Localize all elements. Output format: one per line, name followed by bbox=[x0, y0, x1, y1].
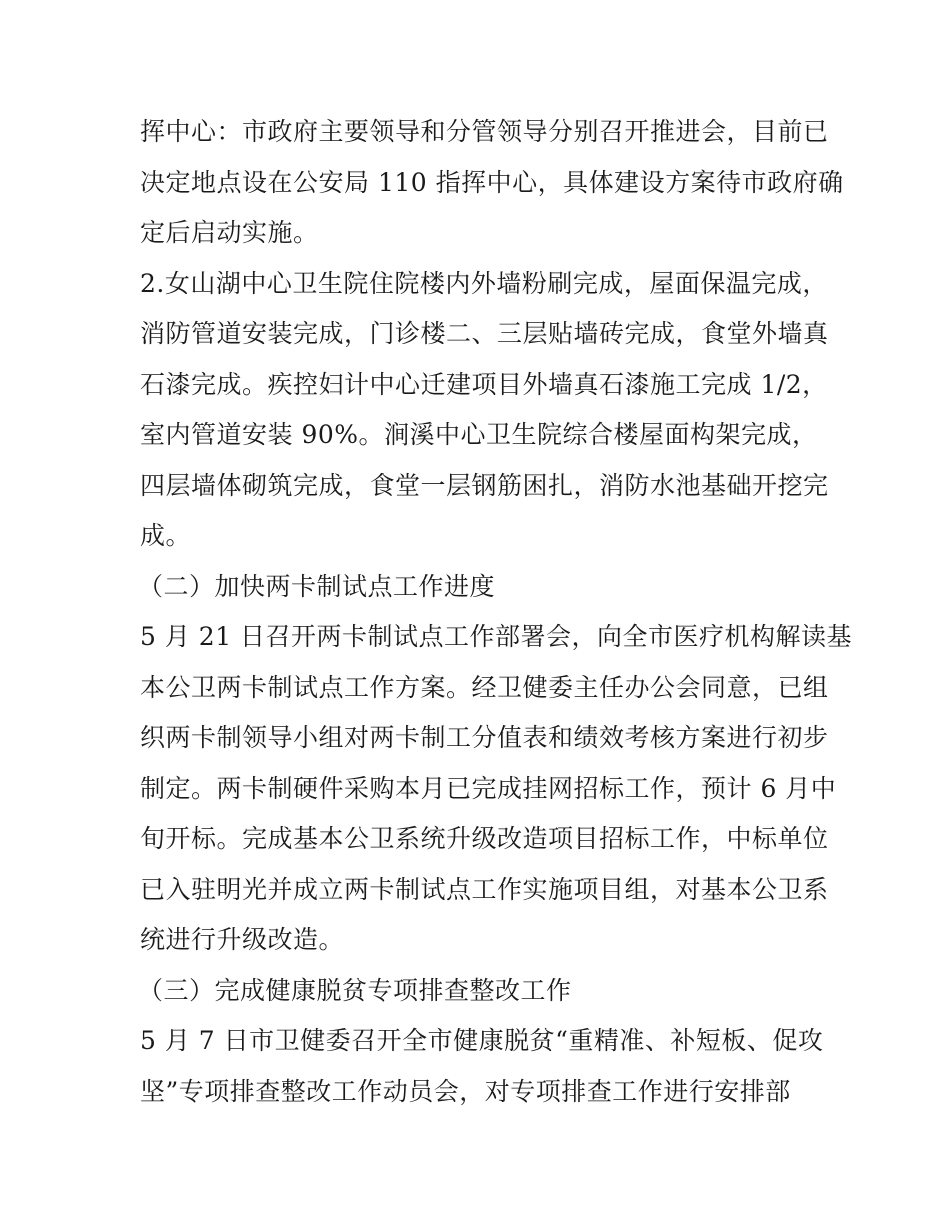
text-line: 制定。两卡制硬件采购本月已完成挂网招标工作，预计 6 月中 bbox=[140, 773, 837, 803]
body-paragraph bbox=[140, 1016, 824, 1117]
text-line: 石漆完成。疾控妇计中心迁建项目外墙真石漆施工完成 1/2， bbox=[140, 369, 828, 399]
text-line: 旬开标。完成基本公卫系统升级改造项目招标工作，中标单位 bbox=[140, 824, 829, 853]
section-heading bbox=[140, 562, 820, 613]
text-line: 室内管道安装 90%。涧溪中心卫生院综合楼屋面构架完成， bbox=[140, 420, 818, 449]
text-line: 定后启动实施。 bbox=[140, 218, 319, 247]
body-paragraph bbox=[140, 107, 844, 259]
text-line: 四层墙体砌筑完成，食堂一层钢筋困扎，消防水池基础开挖完 bbox=[140, 470, 829, 500]
text-line: 消防管道安装完成，门诊楼二、三层贴墙砖完成，食堂外墙真 bbox=[140, 319, 829, 348]
text-line: 2.女山湖中心卫生院住院楼内外墙粉刷完成，屋面保温完成， bbox=[140, 268, 828, 298]
text-line: 5 月 7 日市卫健委召开全市健康脱贫“重精准、补短板、促攻 bbox=[140, 1026, 824, 1055]
section-heading bbox=[140, 966, 820, 1017]
text-line: 统进行升级改造。 bbox=[140, 925, 345, 954]
document-page bbox=[138, 107, 853, 1117]
text-line: 坚”专项排查整改工作动员会，对专项排查工作进行安排部 bbox=[140, 1076, 791, 1106]
text-line: （二）加快两卡制试点工作进度 bbox=[138, 571, 496, 601]
body-paragraph bbox=[140, 259, 829, 562]
text-line: 5 月 21 日召开两卡制试点工作部署会，向全市医疗机构解读基 bbox=[140, 622, 853, 651]
text-line: 成。 bbox=[140, 521, 192, 550]
text-line: 本公卫两卡制试点工作方案。经卫健委主任办公会同意，已组 bbox=[140, 672, 829, 702]
text-line: 已入驻明光并成立两卡制试点工作实施项目组，对基本公卫系 bbox=[140, 874, 829, 904]
body-paragraph bbox=[140, 612, 853, 966]
text-line: （三）完成健康脱贫专项排查整改工作 bbox=[138, 975, 572, 1005]
text-line: 决定地点设在公安局 110 指挥中心，具体建设方案待市政府确 bbox=[140, 167, 844, 197]
text-line: 织两卡制领导小组对两卡制工分值表和绩效考核方案进行初步 bbox=[140, 723, 829, 752]
text-line: 挥中心：市政府主要领导和分管领导分别召开推进会，目前已 bbox=[140, 117, 829, 146]
